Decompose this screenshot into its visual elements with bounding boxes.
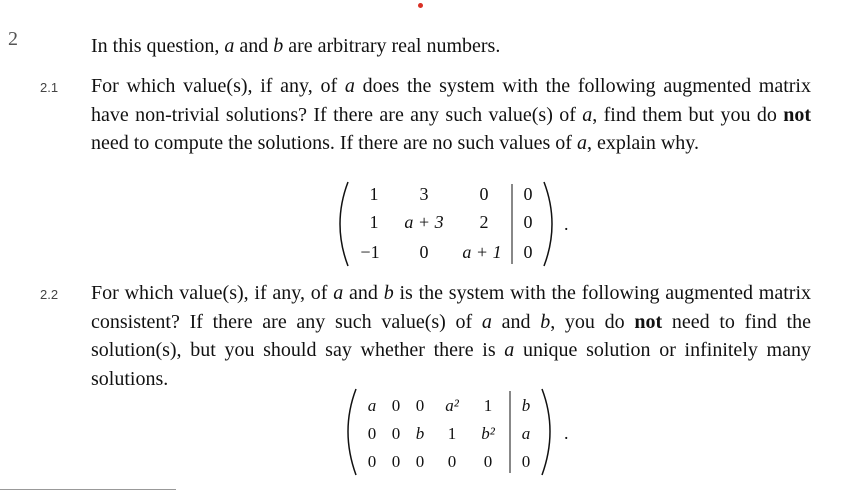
matrix-entry: a [521,424,531,443]
matrix-entry: a + 1 [462,242,502,262]
question-number-2-1: 2.1 [40,80,59,95]
matrix-entry: 1 [483,396,493,415]
matrix-entry: 0 [367,452,377,471]
page-number: 2 [8,28,18,50]
matrix-entry: 0 [447,452,457,471]
matrix-entry: a + 3 [404,212,444,232]
question-number-2-2: 2.2 [40,287,59,302]
left-parenthesis [348,389,356,475]
right-parenthesis [542,389,550,475]
footnote-rule [0,489,176,490]
question-intro: In this question, a and b are arbitrary real numbers. [91,35,501,57]
left-parenthesis [340,182,348,266]
matrix-entry: 3 [419,184,429,204]
matrix-entry: b [521,396,531,415]
matrix-entry: b² [481,424,495,443]
matrix-entry: 0 [419,242,429,262]
matrix-entry: 0 [415,396,425,415]
matrix-entry: 0 [523,242,533,262]
question-text-2-2: For which value(s), if any, of a and b is the system with the following augmented matrix consistent? If there are any such value(s) of a and b, you do not need to find the solution(s), but you should say whether there is a unique solution or infinitely many solutions. [91,282,811,390]
right-parenthesis [544,182,552,266]
matrix-entry: 0 [523,212,533,232]
matrix-graphic-2-1 [330,178,580,270]
page-marker-dot [418,3,423,8]
question-text-2-1: For which value(s), if any, of a does the system with the following augmented matrix have non-trivial solutions? If there are any such value(s) of a, find them but you do not need to compute the solutions. If there are no such values of a, explain why. [91,75,811,154]
matrix-entry: 0 [521,452,531,471]
matrix-entry: a [367,396,377,415]
augmented-matrix-2-1 [330,178,580,270]
augmented-matrix-2-2 [342,385,582,481]
matrix-period: . [564,423,569,443]
matrix-entry: −1 [360,242,380,262]
matrix-entry: 0 [391,396,401,415]
matrix-period: . [564,214,569,234]
matrix-entry: 1 [369,212,379,232]
matrix-entry: 0 [391,424,401,443]
matrix-entry: 0 [367,424,377,443]
matrix-entry: a² [445,396,459,415]
matrix-entry: 0 [523,184,533,204]
matrix-entry: 1 [369,184,379,204]
matrix-entry: 0 [415,452,425,471]
matrix-entry: 0 [391,452,401,471]
matrix-entry: 0 [479,184,489,204]
matrix-entry: 0 [483,452,493,471]
matrix-entry: b [415,424,425,443]
matrix-entry: 2 [479,212,489,232]
matrix-entry: 1 [447,424,457,443]
matrix-graphic-2-2 [342,385,582,481]
